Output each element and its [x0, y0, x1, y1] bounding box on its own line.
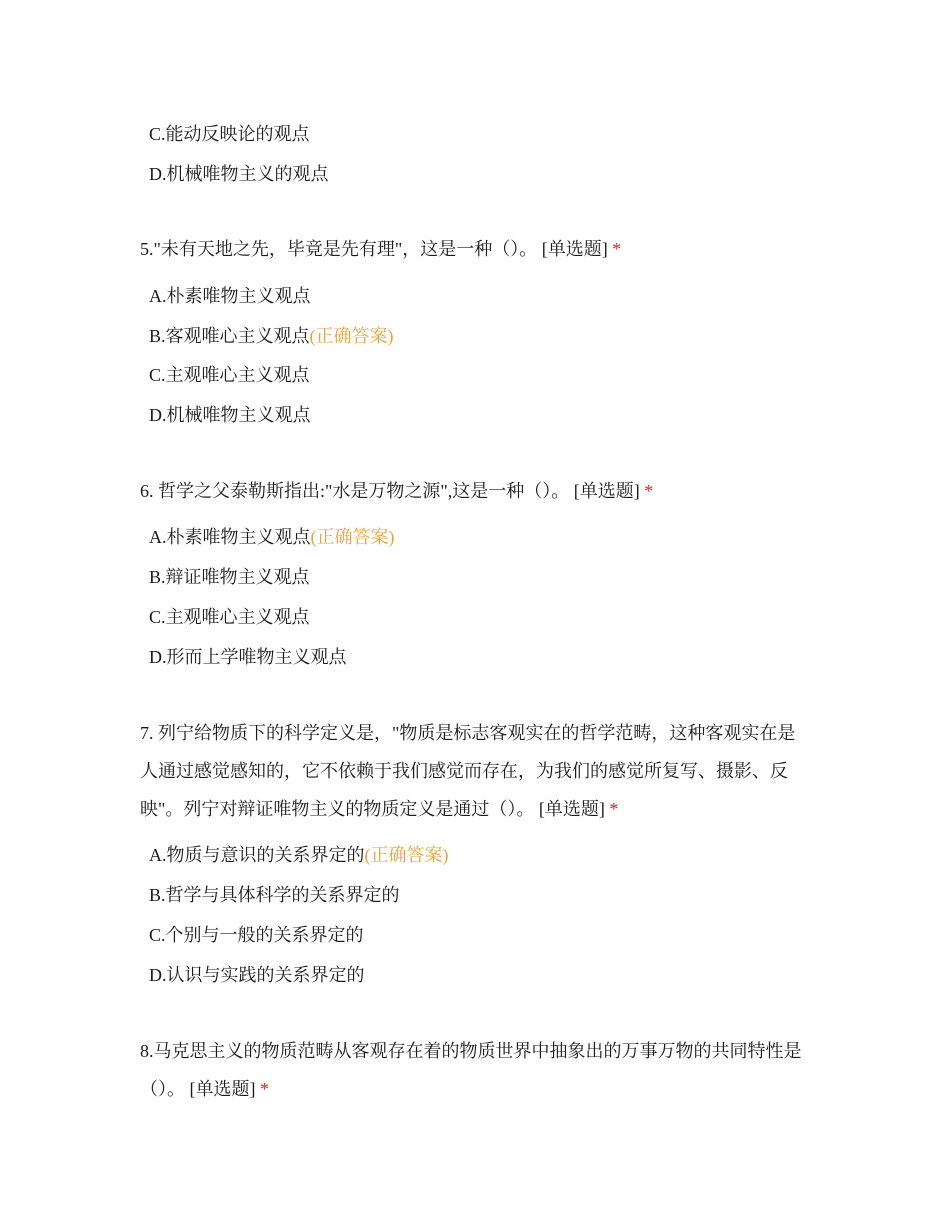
- option-6c: [149, 605, 310, 629]
- question-number: 8.: [140, 1041, 154, 1061]
- option-label: A.朴素唯物主义观点: [149, 286, 311, 306]
- option-label: A.朴素唯物主义观点: [149, 527, 311, 547]
- option-label: B.哲学与具体科学的关系界定的: [149, 885, 400, 905]
- question-text: 哲学之父泰勒斯指出:"水是万物之源",这是一种（）。: [153, 481, 570, 501]
- option-label: A.物质与意识的关系界定的: [149, 845, 365, 865]
- question-type: [单选题]: [538, 799, 605, 819]
- question-type: [单选题]: [573, 481, 640, 501]
- question-5: [140, 230, 812, 268]
- question-text: 列宁给物质下的科学定义是，"物质是标志客观实在的哲学范畴，这种客观实在是人通过感觉感知的，它不依赖于我们感觉而存在，为我们的感觉所复写、摄影、反映"。列宁对辩证唯物主义的物质定义是通过（）。: [140, 723, 796, 819]
- option-label: D.机械唯物主义的观点: [149, 164, 329, 184]
- option-4c: [149, 122, 310, 146]
- question-number: 5.: [140, 239, 154, 259]
- option-label: C.个别与一般的关系界定的: [149, 925, 364, 945]
- option-5d: [149, 403, 311, 427]
- option-label: C.能动反映论的观点: [149, 124, 310, 144]
- question-text: 马克思主义的物质范畴从客观存在着的物质世界中抽象出的万事万物的共同特性是（）。: [140, 1041, 802, 1099]
- option-5c: [149, 363, 310, 387]
- option-7b: [149, 883, 400, 907]
- option-label: D.形而上学唯物主义观点: [149, 647, 347, 667]
- option-6d: [149, 645, 347, 669]
- question-7: [140, 714, 812, 828]
- required-mark: *: [609, 799, 619, 819]
- question-type: [单选题]: [189, 1079, 256, 1099]
- option-label: B.辩证唯物主义观点: [149, 567, 310, 587]
- option-label: D.机械唯物主义观点: [149, 405, 311, 425]
- correct-answer-tag: (正确答案): [364, 845, 449, 865]
- option-4d: [149, 162, 329, 186]
- question-type: [单选题]: [541, 239, 608, 259]
- required-mark: *: [612, 239, 622, 259]
- option-5a: [149, 284, 311, 308]
- option-label: C.主观唯心主义观点: [149, 365, 310, 385]
- option-7a: [149, 843, 449, 867]
- option-label: B.客观唯心主义观点: [149, 326, 310, 346]
- question-number: 7.: [140, 723, 154, 743]
- option-label: C.主观唯心主义观点: [149, 607, 310, 627]
- option-label: D.认识与实践的关系界定的: [149, 965, 365, 985]
- question-number: 6.: [140, 481, 154, 501]
- option-6b: [149, 565, 310, 589]
- correct-answer-tag: (正确答案): [309, 326, 394, 346]
- correct-answer-tag: (正确答案): [310, 527, 395, 547]
- option-7c: [149, 923, 364, 947]
- option-6a: [149, 525, 395, 549]
- question-6: [140, 472, 812, 510]
- required-mark: *: [644, 481, 654, 501]
- option-7d: [149, 963, 365, 987]
- required-mark: *: [260, 1079, 269, 1099]
- question-8: [140, 1032, 812, 1108]
- option-5b: [149, 324, 394, 348]
- question-text: "未有天地之先，毕竟是先有理"，这是一种（）。: [153, 239, 538, 259]
